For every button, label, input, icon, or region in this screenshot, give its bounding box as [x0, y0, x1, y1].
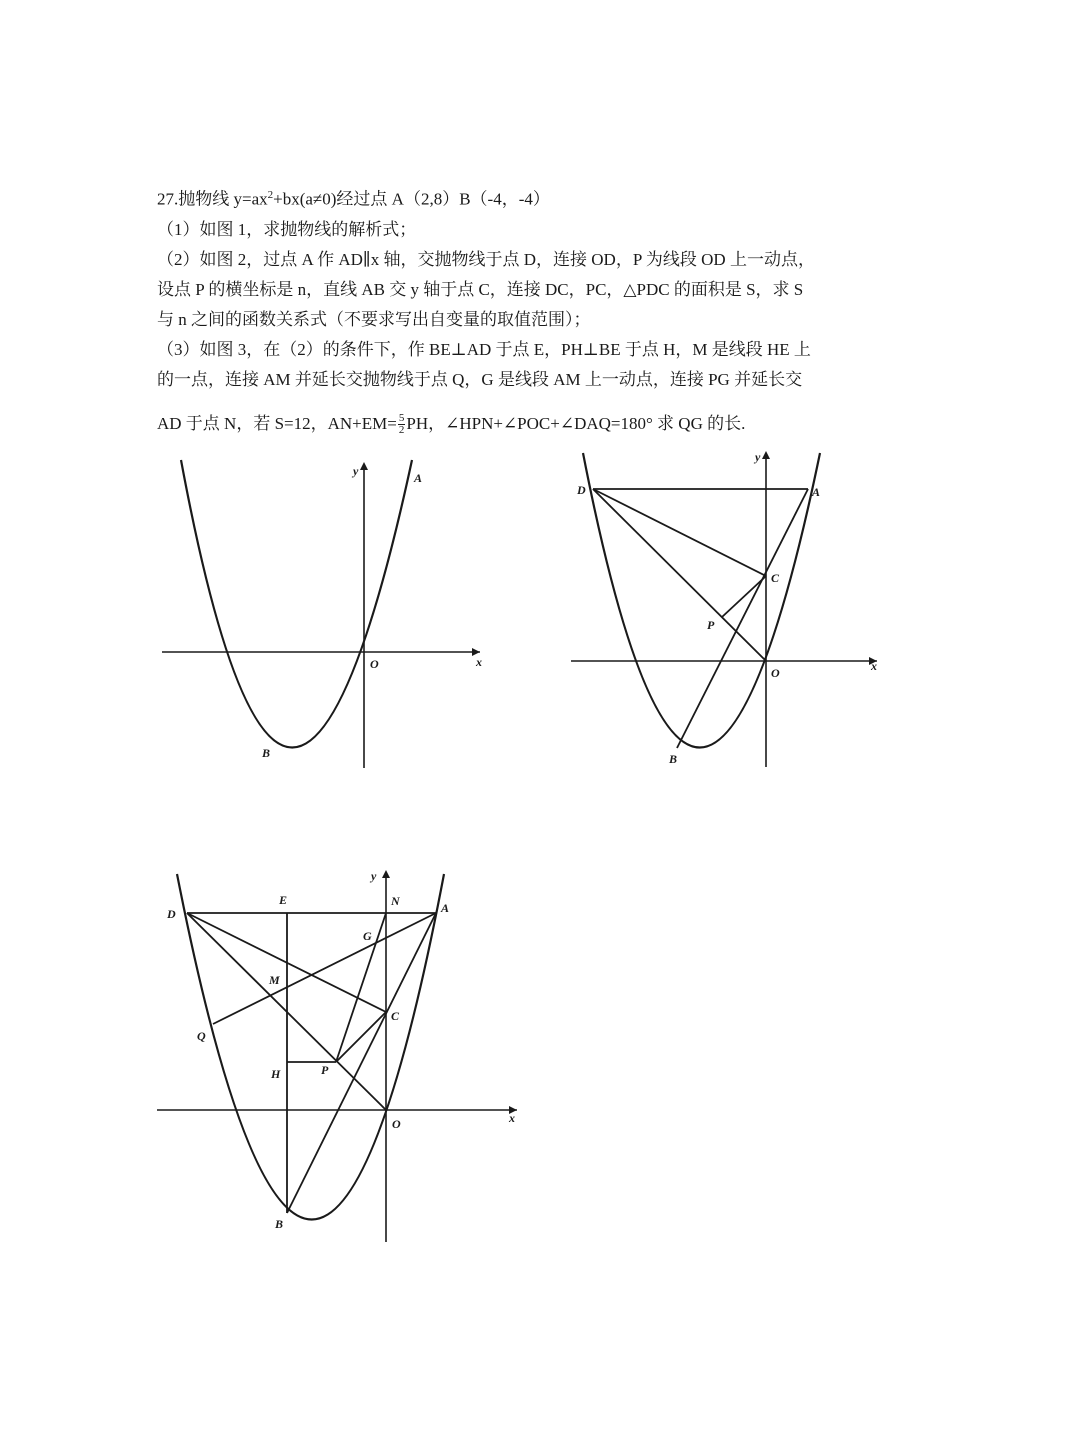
figure-2-point-b-label: B	[669, 752, 678, 766]
figure-3-point-d-label: D	[167, 907, 176, 921]
question-3-line-2: 的一点，连接 AM 并延长交抛物线于点 Q，G 是线段 AM 上一动点，连接 PG 并延长交	[157, 369, 803, 389]
figure-1	[150, 450, 490, 780]
problem-title	[157, 180, 937, 215]
question-2-line-3: 与 n 之间的函数关系式（不要求写出自变量的取值范围）；	[157, 309, 591, 329]
figure-3-point-c-label: C	[391, 1009, 400, 1023]
question-3-line-3-start: AD 于点 N，若 S=12，AN+EM=	[157, 413, 397, 433]
figure-3-point-g-label: G	[363, 929, 372, 943]
question-3-line-3	[157, 409, 937, 439]
figure-1-y-label: y	[353, 464, 359, 478]
problem-text	[157, 180, 937, 439]
figure-3-x-label: x	[509, 1111, 515, 1125]
figure-3-segment-aq	[213, 913, 436, 1024]
figure-1-x-label: x	[476, 655, 482, 669]
figure-3-point-h-label: H	[271, 1067, 281, 1081]
question-3-line-1: （3）如图 3，在（2）的条件下，作 BE⊥AD 于点 E，PH⊥BE 于点 H，M 是线段 HE 上	[157, 339, 811, 359]
figure-3-point-q-label: Q	[197, 1029, 206, 1043]
question-2-line-2: 设点 P 的横坐标是 n，直线 AB 交 y 轴于点 C，连接 DC，PC，△PDC 的面积是 S，求 S	[157, 279, 804, 299]
figure-1-origin-label: O	[370, 657, 379, 671]
figure-2-point-d-label: D	[577, 483, 586, 497]
figure-2-point-p-label: P	[707, 618, 715, 632]
figure-2-point-c-label: C	[771, 571, 780, 585]
fraction-five-halves	[398, 413, 406, 436]
figure-3-y-arrow	[382, 870, 390, 878]
figure-1-point-a-label: A	[414, 471, 423, 485]
figure-2-origin-label: O	[771, 666, 780, 680]
figure-2-parabola	[583, 453, 820, 748]
figure-3-origin-label: O	[392, 1117, 401, 1131]
fraction-numerator: 5	[398, 412, 405, 425]
question-2-line-1: （2）如图 2，过点 A 作 AD∥x 轴，交抛物线于点 D，连接 OD，P 为线段 OD 上一动点，	[157, 249, 815, 269]
figure-3-point-a-label: A	[441, 901, 450, 915]
figure-3-point-b-label: B	[275, 1217, 284, 1231]
figure-2	[565, 445, 895, 775]
figure-2-segment-dc	[593, 489, 766, 576]
figure-3-point-n-label: N	[391, 894, 400, 908]
figure-2-segment-pc	[722, 576, 766, 617]
figure-1-parabola	[181, 460, 412, 748]
title-prefix: 27.抛物线 y=ax	[157, 189, 268, 209]
figure-3	[155, 860, 530, 1250]
figure-2-point-a-label: A	[812, 485, 821, 499]
title-exponent: 2	[267, 189, 274, 201]
figure-3-point-p-label: P	[321, 1063, 329, 1077]
figure-3-segment-ab	[287, 913, 436, 1213]
figure-2-y-arrow	[762, 451, 770, 459]
question-1: （1）如图 1，求抛物线的解析式；	[157, 219, 417, 239]
figure-3-y-label: y	[371, 869, 377, 883]
question-3-line-3-end: PH，∠HPN+∠POC+∠DAQ=180° 求 QG 的长.	[406, 413, 746, 433]
figure-3-point-m-label: M	[269, 973, 280, 987]
title-suffix: +bx(a≠0)经过点 A（2,8）B（-4，-4）	[273, 189, 550, 209]
figure-2-x-label: x	[871, 659, 877, 673]
figure-2-y-label: y	[755, 450, 761, 464]
figure-2-segment-od	[593, 489, 766, 661]
figure-3-segment-pn	[336, 913, 386, 1062]
figure-1-point-b-label: B	[262, 746, 271, 760]
fraction-denominator: 2	[398, 424, 405, 437]
figure-1-y-arrow	[360, 462, 368, 470]
figure-3-point-e-label: E	[279, 893, 288, 907]
